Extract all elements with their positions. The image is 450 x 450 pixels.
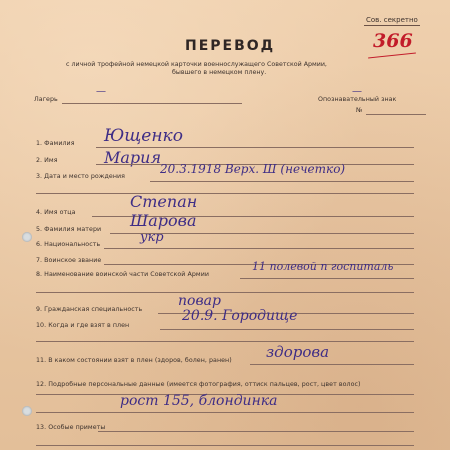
field-value-capture: 20.9. Городище <box>182 308 298 324</box>
field-label-father: 4. Имя отца <box>36 209 76 216</box>
field-value-profession: повар <box>178 293 221 309</box>
tag-value: — <box>352 86 362 97</box>
field-label-personal-data: 12. Подробные персональные данные (имеется фотография, оттиск пальцев, рост, цвет волос) <box>36 381 361 388</box>
field-value-personal-data: рост 155, блондинка <box>120 393 278 409</box>
field-label-birth: 3. Дата и место рождения <box>36 173 125 180</box>
tag-number-label: № <box>356 107 363 114</box>
binder-hole-bottom <box>22 406 32 416</box>
field-value-surname: Ющенко <box>104 126 183 146</box>
field-label-surname: 1. Фамилия <box>36 140 75 147</box>
binder-hole-top <box>22 232 32 242</box>
classification-label: Сов. секретно <box>366 16 418 24</box>
field-label-condition: 11. В каком состоянии взят в плен (здоров, болен, ранен) <box>36 357 232 364</box>
field-label-unit: 8. Наименование воинской части Советской Армии <box>36 271 209 278</box>
page-title: ПЕРЕВОД <box>185 38 276 54</box>
field-value-nationality: укр <box>140 230 164 245</box>
field-label-nationality: 6. Национальность <box>36 241 101 248</box>
field-label-name: 2. Имя <box>36 157 58 164</box>
field-label-mother: 5. Фамилия матери <box>36 226 102 233</box>
field-value-condition: здорова <box>266 343 330 361</box>
field-label-capture: 10. Когда и где взят в плен <box>36 322 130 329</box>
subtitle-line-1: с личной трофейной немецкой карточки военнослужащего Советской Армии, <box>66 61 327 68</box>
field-value-name: Мария <box>104 148 162 167</box>
field-value-father: Степан <box>130 192 198 211</box>
field-label-marks: 13. Особые приметы <box>36 424 106 431</box>
camp-value: — <box>96 86 106 97</box>
tag-label: Опознавательный знак <box>318 96 397 103</box>
field-value-birth: 20.3.1918 Верх. Ш (нечетко) <box>160 162 346 176</box>
registration-number: 366 <box>373 30 413 52</box>
field-value-unit: 11 полевой п госпиталь <box>252 260 394 273</box>
field-label-profession: 9. Гражданская специальность <box>36 306 143 313</box>
field-label-rank: 7. Воинское звание <box>36 257 102 264</box>
camp-label: Лагерь <box>34 96 58 103</box>
subtitle-line-2: бывшего в немецком плену. <box>172 69 267 76</box>
field-value-mother: Шарова <box>130 211 197 230</box>
